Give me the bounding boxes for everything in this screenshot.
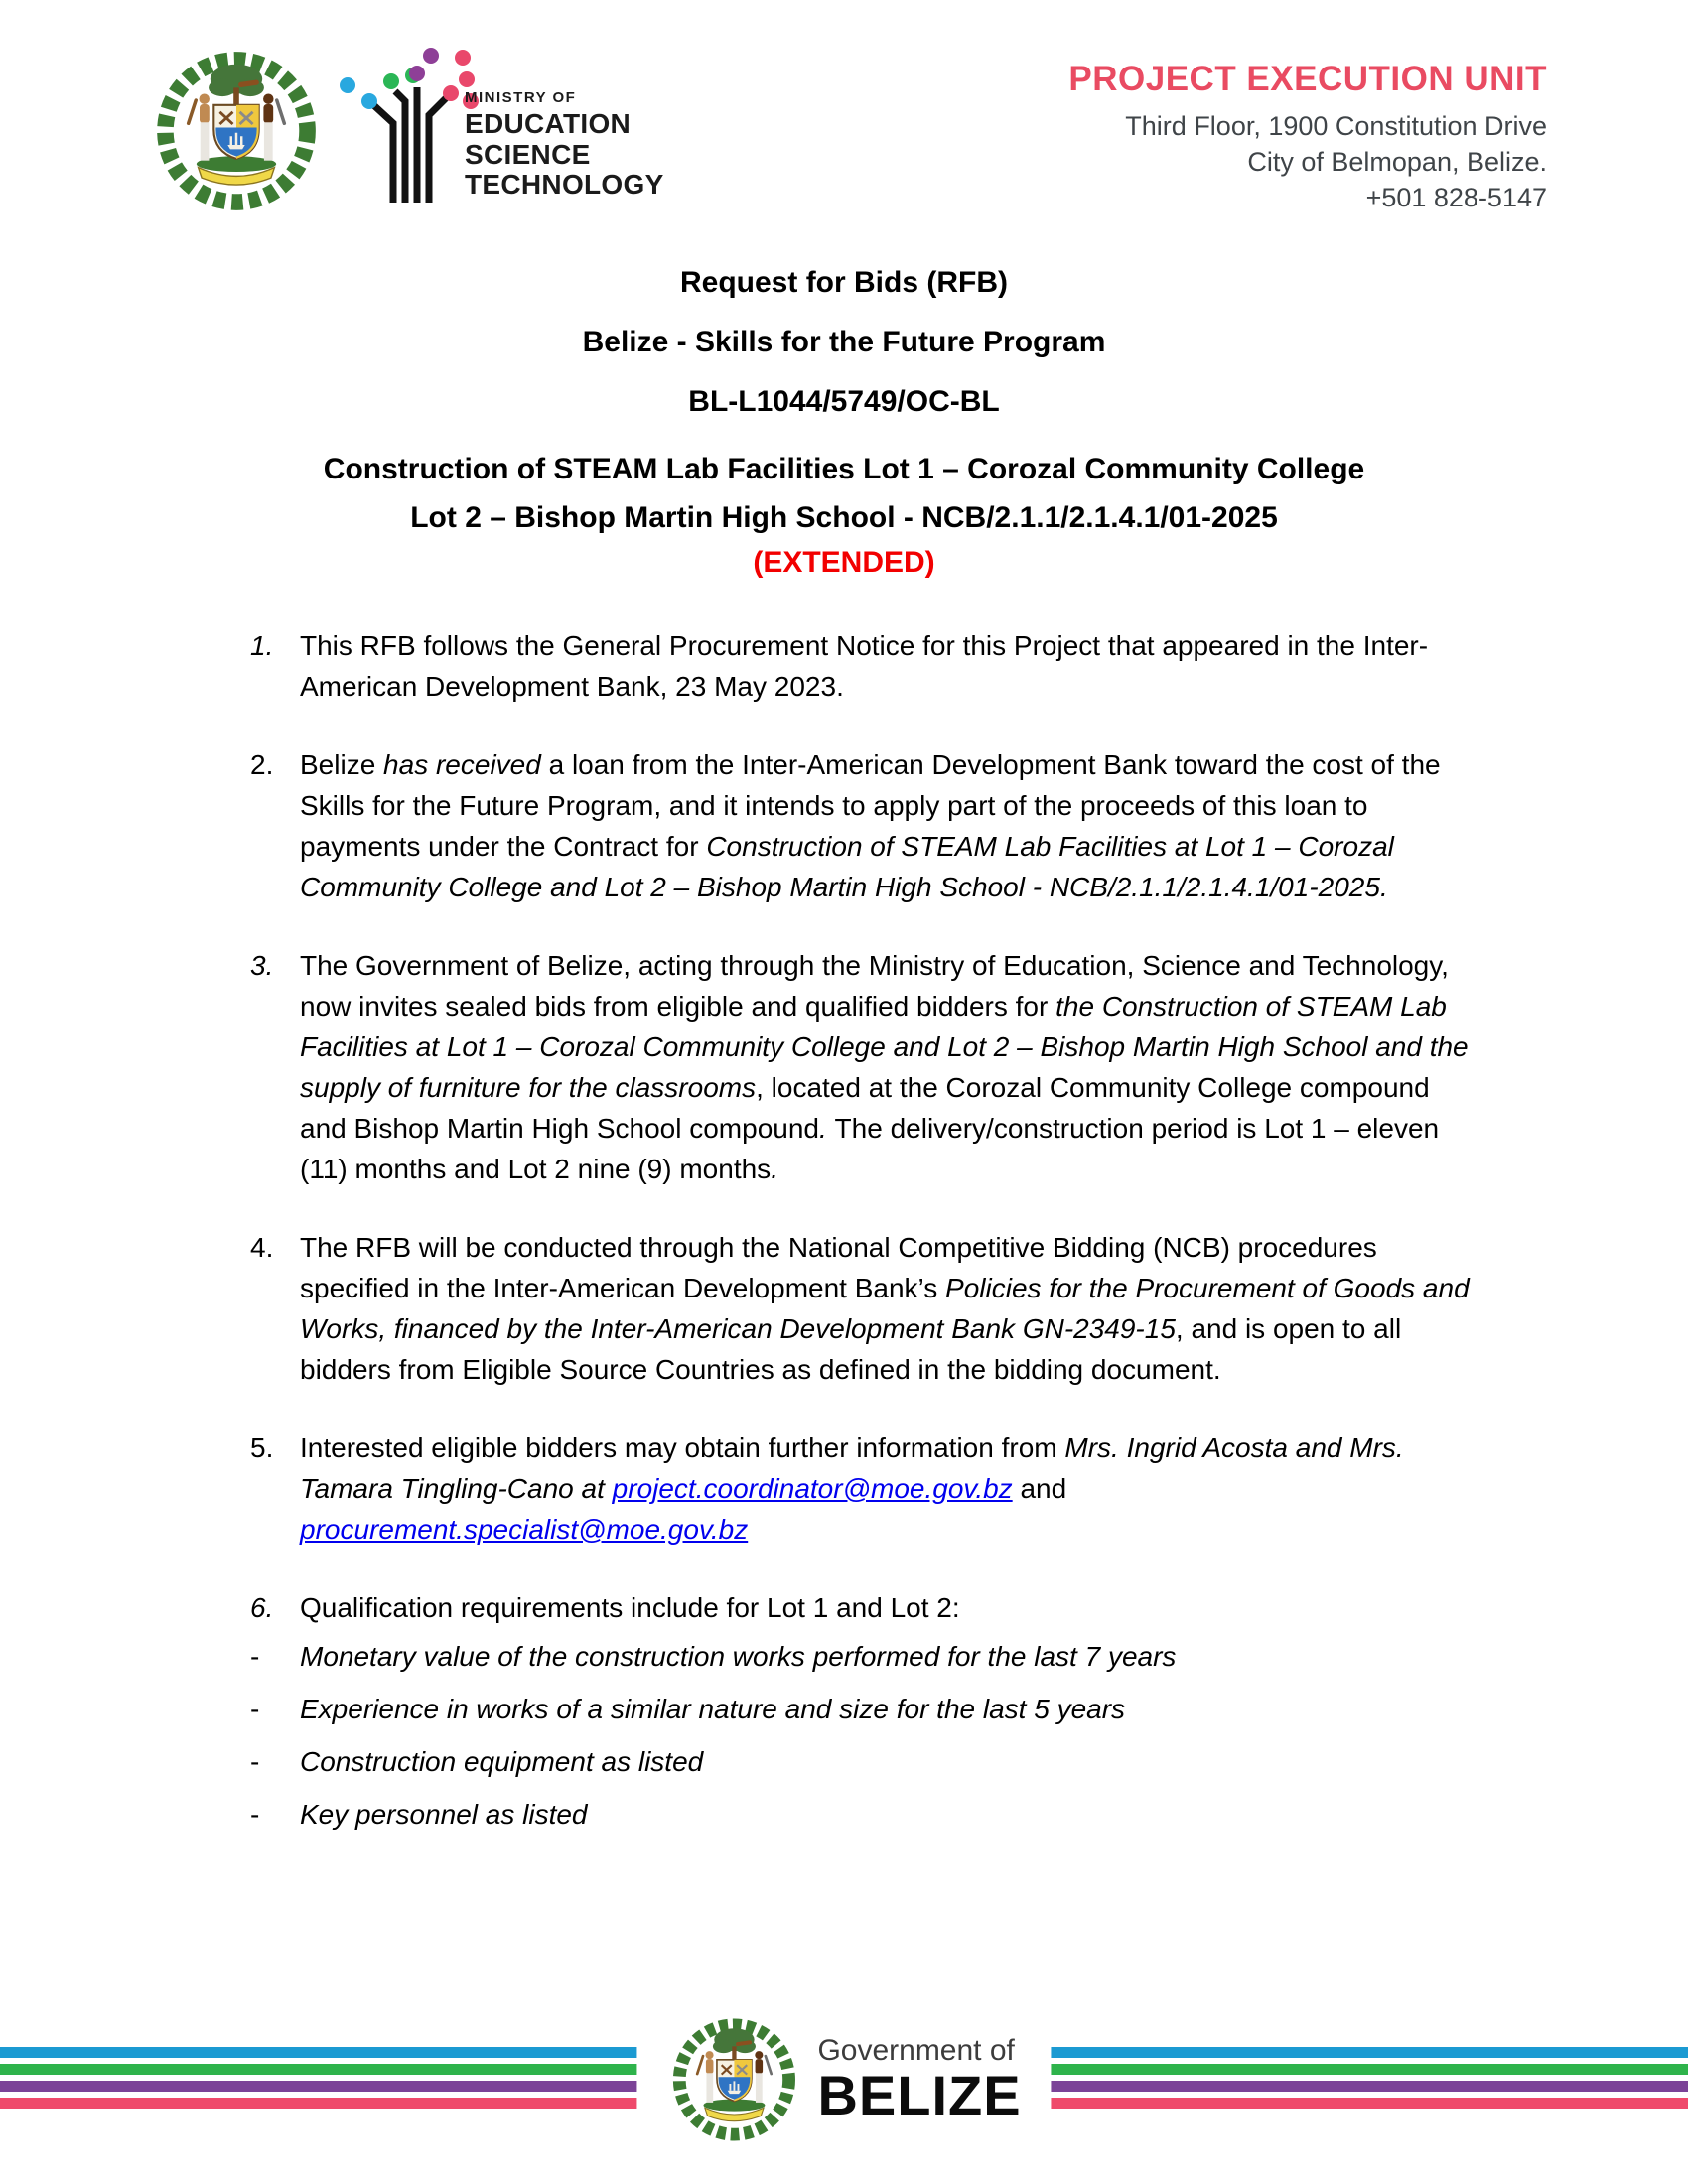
government-of-belize-logo: [636, 1987, 1051, 2172]
text-run: The Government of Belize, acting through the Ministry of Education, Science and Technology, now invites sealed bids from eligible and qualified bidders for: [300, 950, 1449, 1022]
text-run: has received: [383, 750, 541, 780]
peu-address-line-1: Third Floor, 1900 Constitution Drive: [1125, 111, 1547, 141]
ministry-line-4: TECHNOLOGY: [465, 169, 664, 201]
bullet-item: [250, 1689, 1483, 1729]
paragraph-number: 3.: [250, 950, 274, 981]
subject-line-1: Construction of STEAM Lab Facilities Lot 1 – Corozal Community College: [323, 453, 1365, 485]
bullet-item: [250, 1794, 1483, 1835]
bullet-item: [250, 1741, 1483, 1782]
project-execution-unit-block: [1068, 36, 1547, 216]
paragraph-number: 6.: [250, 1592, 274, 1623]
text-run: The RFB will be conducted through the National Competitive Bidding (NCB) procedures specified in the Inter-American Development Bank’s: [300, 1232, 1377, 1303]
bullet-dash: -: [250, 1641, 260, 1672]
text-run: Policies for the Procurement of Goods and Works, financed by the Inter-American Development Bank GN-2349-15: [300, 1273, 1470, 1344]
letterhead: [0, 0, 1688, 234]
bullet-text: Experience in works of a similar nature and size for the last 5 years: [300, 1694, 1126, 1724]
bullet-text: Monetary value of the construction works performed for the last 7 years: [300, 1641, 1177, 1672]
text-run: the Construction of STEAM Lab Facilities at Lot 1 – Corozal Community College and Lot 2 – Bishop Martin High School and the supply of furniture for the classrooms: [300, 991, 1469, 1103]
paragraph-text: [300, 1428, 1483, 1550]
paragraph-item: [250, 1428, 1483, 1550]
belize-coat-of-arms-icon: [149, 36, 324, 226]
text-run: This RFB follows the General Procurement Notice for this Project that appeared in the Inter-American Development Bank, 23 May 2023.: [300, 630, 1429, 702]
bullet-dash: -: [250, 1746, 260, 1777]
peu-address-line-2: City of Belmopan, Belize.: [1247, 146, 1547, 177]
bullet-text: Key personnel as listed: [300, 1799, 588, 1830]
paragraph-item: [250, 1587, 1483, 1628]
text-run: .: [818, 1113, 835, 1144]
text-run: The delivery/construction period is Lot 1 – eleven (11) months and Lot 2 nine (9) months: [300, 1113, 1440, 1184]
paragraph-item: [250, 625, 1483, 707]
government-logo-text: [817, 2034, 1021, 2125]
paragraph-number: 1.: [250, 630, 274, 661]
paragraph-number: 2.: [250, 750, 274, 780]
paragraph-number: 4.: [250, 1232, 274, 1263]
document-title-block: [0, 266, 1688, 580]
paragraph-text: [300, 625, 1483, 707]
ministry-logo: [330, 36, 664, 205]
text-run: Construction of STEAM Lab Facilities at Lot 1 – Corozal Community College and Lot 2 – Bishop Martin High School - NCB/2.1.1/2.1.4.1/01-2025.: [300, 831, 1394, 902]
text-run: , located at the Corozal Community College compound and Bishop Martin High School compound: [300, 1072, 1430, 1144]
paragraph-item: [250, 945, 1483, 1189]
ministry-line-1: MINISTRY OF: [465, 89, 577, 107]
text-run: Qualification requirements include for Lot 1 and Lot 2:: [300, 1592, 960, 1623]
text-run: a loan from the Inter-American Development Bank toward the cost of the Skills for the Future Program, and it intends to apply part of the proceeds of this loan to payments under the Contract for: [300, 750, 1441, 862]
text-run: , and is open to all bidders from Eligible Source Countries as defined in the bidding document.: [300, 1313, 1402, 1385]
paragraph-text: [300, 745, 1483, 907]
text-run: Belize: [300, 750, 384, 780]
bullet-item: [250, 1636, 1483, 1677]
paragraph-text: [300, 945, 1483, 1189]
ministry-line-3: SCIENCE: [465, 138, 591, 170]
qualification-bullet-list: [250, 1636, 1483, 1835]
text-run: .: [771, 1154, 778, 1184]
letterhead-logos: [149, 36, 664, 226]
paragraph-number: 5.: [250, 1433, 274, 1463]
extended-label: (EXTENDED): [753, 546, 935, 579]
ministry-logo-text: [465, 89, 664, 205]
rfb-title: Request for Bids (RFB): [680, 266, 1008, 299]
government-of-label: Government of: [817, 2034, 1015, 2068]
peu-phone: +501 828-5147: [1365, 182, 1547, 212]
ministry-line-2: EDUCATION: [465, 108, 632, 140]
text-run: Mrs. Ingrid Acosta and Mrs. Tamara Tingling-Cano at: [300, 1433, 1404, 1504]
paragraph-text: [300, 1587, 1483, 1628]
bullet-dash: -: [250, 1799, 260, 1830]
paragraph-item: [250, 1227, 1483, 1390]
text-run: and: [1012, 1473, 1067, 1504]
peu-title: PROJECT EXECUTION UNIT: [1068, 60, 1547, 98]
subject-line-2: Lot 2 – Bishop Martin High School - NCB/2.1.1/2.1.4.1/01-2025: [410, 501, 1278, 534]
loan-number: BL-L1044/5749/OC-BL: [688, 385, 1000, 418]
paragraph-item: [250, 745, 1483, 907]
belize-label: BELIZE: [817, 2064, 1022, 2127]
email-link[interactable]: project.coordinator@moe.gov.bz: [612, 1473, 1013, 1504]
text-run: Interested eligible bidders may obtain further information from: [300, 1433, 1065, 1463]
paragraph-list: [250, 625, 1483, 1628]
email-link[interactable]: procurement.specialist@moe.gov.bz: [300, 1514, 749, 1545]
ministry-tree-icon: [330, 36, 479, 205]
bullet-text: Construction equipment as listed: [300, 1746, 704, 1777]
bullet-dash: -: [250, 1694, 260, 1724]
footer-banner: [0, 1985, 1688, 2184]
paragraph-text: [300, 1227, 1483, 1390]
program-title: Belize - Skills for the Future Program: [582, 326, 1106, 358]
belize-coat-of-arms-icon: [666, 2006, 801, 2153]
